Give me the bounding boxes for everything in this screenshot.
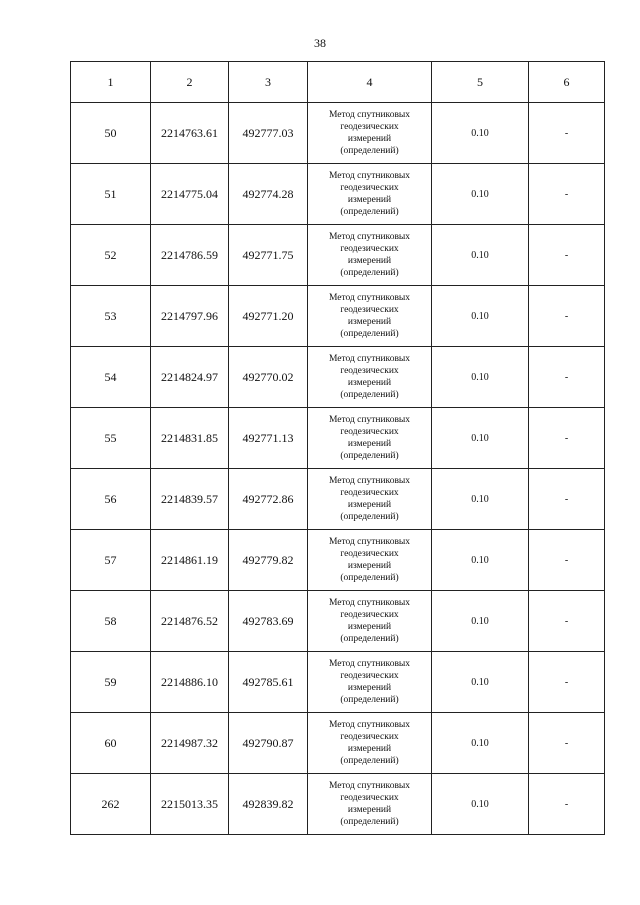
point-number-cell: 53 xyxy=(71,286,151,347)
y-coordinate-cell: 492771.75 xyxy=(229,225,308,286)
y-coordinate-cell: 492790.87 xyxy=(229,713,308,774)
y-coordinate-cell: 492771.20 xyxy=(229,286,308,347)
note-cell: - xyxy=(529,713,605,774)
method-cell: Метод спутниковых геодезических измерений (определений) xyxy=(308,652,432,713)
column-header-3: 3 xyxy=(229,62,308,103)
method-cell: Метод спутниковых геодезических измерений (определений) xyxy=(308,774,432,835)
method-cell: Метод спутниковых геодезических измерений (определений) xyxy=(308,347,432,408)
precision-cell: 0.10 xyxy=(432,591,529,652)
x-coordinate-cell: 2214797.96 xyxy=(151,286,229,347)
method-cell: Метод спутниковых геодезических измерений (определений) xyxy=(308,591,432,652)
method-cell: Метод спутниковых геодезических измерений (определений) xyxy=(308,286,432,347)
precision-cell: 0.10 xyxy=(432,347,529,408)
precision-cell: 0.10 xyxy=(432,164,529,225)
method-cell: Метод спутниковых геодезических измерений (определений) xyxy=(308,469,432,530)
table-row xyxy=(71,469,605,530)
x-coordinate-cell: 2214786.59 xyxy=(151,225,229,286)
table-row xyxy=(71,591,605,652)
table-row xyxy=(71,713,605,774)
point-number-cell: 57 xyxy=(71,530,151,591)
precision-cell: 0.10 xyxy=(432,408,529,469)
point-number-cell: 262 xyxy=(71,774,151,835)
column-header-2: 2 xyxy=(151,62,229,103)
column-header-5: 5 xyxy=(432,62,529,103)
note-cell: - xyxy=(529,469,605,530)
point-number-cell: 58 xyxy=(71,591,151,652)
note-cell: - xyxy=(529,225,605,286)
note-cell: - xyxy=(529,530,605,591)
x-coordinate-cell: 2215013.35 xyxy=(151,774,229,835)
table-header-row xyxy=(71,62,605,103)
precision-cell: 0.10 xyxy=(432,774,529,835)
method-cell: Метод спутниковых геодезических измерений (определений) xyxy=(308,530,432,591)
note-cell: - xyxy=(529,347,605,408)
precision-cell: 0.10 xyxy=(432,530,529,591)
y-coordinate-cell: 492783.69 xyxy=(229,591,308,652)
coordinates-table xyxy=(70,61,605,835)
table-row xyxy=(71,103,605,164)
y-coordinate-cell: 492774.28 xyxy=(229,164,308,225)
column-header-4: 4 xyxy=(308,62,432,103)
y-coordinate-cell: 492839.82 xyxy=(229,774,308,835)
table-row xyxy=(71,347,605,408)
precision-cell: 0.10 xyxy=(432,286,529,347)
x-coordinate-cell: 2214831.85 xyxy=(151,408,229,469)
note-cell: - xyxy=(529,103,605,164)
x-coordinate-cell: 2214763.61 xyxy=(151,103,229,164)
x-coordinate-cell: 2214886.10 xyxy=(151,652,229,713)
y-coordinate-cell: 492777.03 xyxy=(229,103,308,164)
x-coordinate-cell: 2214775.04 xyxy=(151,164,229,225)
precision-cell: 0.10 xyxy=(432,713,529,774)
method-cell: Метод спутниковых геодезических измерений (определений) xyxy=(308,408,432,469)
method-cell: Метод спутниковых геодезических измерений (определений) xyxy=(308,164,432,225)
y-coordinate-cell: 492770.02 xyxy=(229,347,308,408)
table-row xyxy=(71,286,605,347)
table-row xyxy=(71,164,605,225)
x-coordinate-cell: 2214861.19 xyxy=(151,530,229,591)
note-cell: - xyxy=(529,652,605,713)
point-number-cell: 54 xyxy=(71,347,151,408)
point-number-cell: 56 xyxy=(71,469,151,530)
x-coordinate-cell: 2214987.32 xyxy=(151,713,229,774)
point-number-cell: 60 xyxy=(71,713,151,774)
x-coordinate-cell: 2214824.97 xyxy=(151,347,229,408)
precision-cell: 0.10 xyxy=(432,469,529,530)
point-number-cell: 52 xyxy=(71,225,151,286)
y-coordinate-cell: 492785.61 xyxy=(229,652,308,713)
y-coordinate-cell: 492779.82 xyxy=(229,530,308,591)
note-cell: - xyxy=(529,591,605,652)
table-row xyxy=(71,530,605,591)
table-row xyxy=(71,225,605,286)
column-header-1: 1 xyxy=(71,62,151,103)
point-number-cell: 51 xyxy=(71,164,151,225)
point-number-cell: 59 xyxy=(71,652,151,713)
table-row xyxy=(71,774,605,835)
method-cell: Метод спутниковых геодезических измерений (определений) xyxy=(308,225,432,286)
table-row xyxy=(71,652,605,713)
note-cell: - xyxy=(529,164,605,225)
column-header-6: 6 xyxy=(529,62,605,103)
x-coordinate-cell: 2214839.57 xyxy=(151,469,229,530)
x-coordinate-cell: 2214876.52 xyxy=(151,591,229,652)
method-cell: Метод спутниковых геодезических измерений (определений) xyxy=(308,103,432,164)
y-coordinate-cell: 492772.86 xyxy=(229,469,308,530)
page-number: 38 xyxy=(314,36,326,50)
note-cell: - xyxy=(529,286,605,347)
precision-cell: 0.10 xyxy=(432,103,529,164)
method-cell: Метод спутниковых геодезических измерений (определений) xyxy=(308,713,432,774)
point-number-cell: 55 xyxy=(71,408,151,469)
note-cell: - xyxy=(529,408,605,469)
note-cell: - xyxy=(529,774,605,835)
precision-cell: 0.10 xyxy=(432,652,529,713)
table-row xyxy=(71,408,605,469)
precision-cell: 0.10 xyxy=(432,225,529,286)
y-coordinate-cell: 492771.13 xyxy=(229,408,308,469)
point-number-cell: 50 xyxy=(71,103,151,164)
